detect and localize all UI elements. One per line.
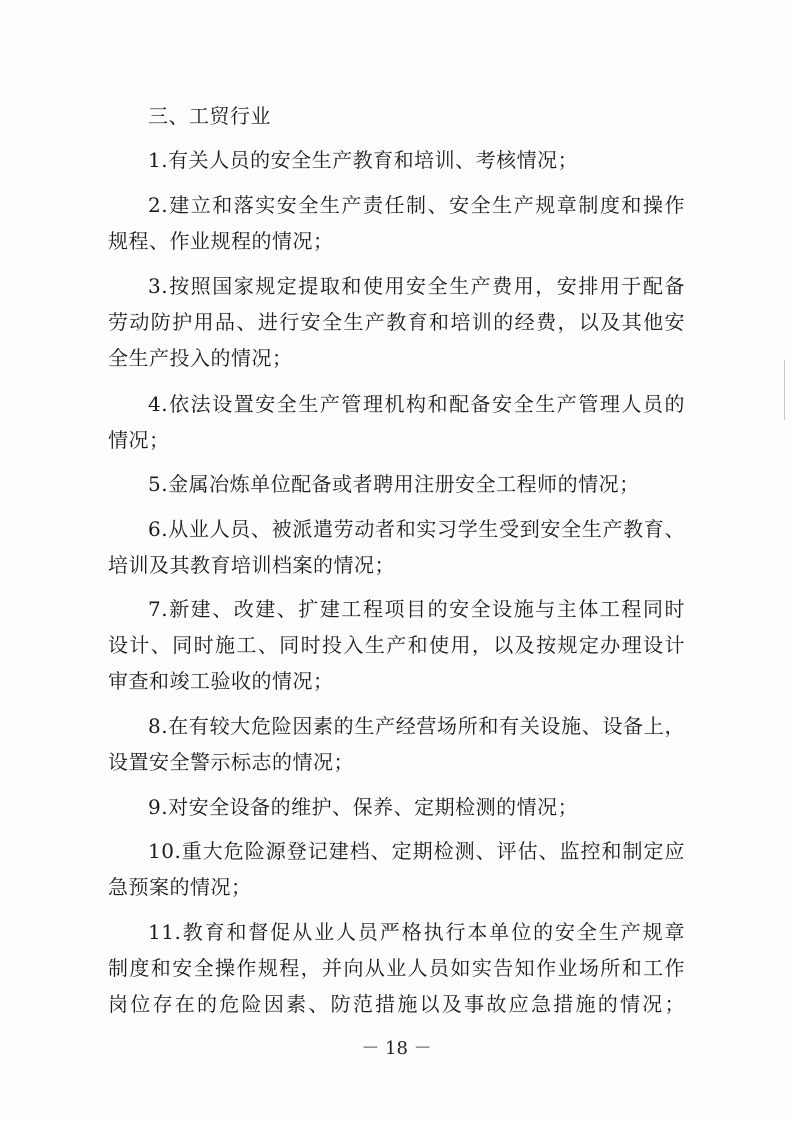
text-line: 全生产投入的情况； xyxy=(108,346,293,370)
text-line: 岗位存在的危险因素、防范措施以及事故应急措施的情况； xyxy=(108,992,685,1016)
text-line: 10.重大危险源登记建档、定期检测、评估、监控和制定应 xyxy=(148,839,685,863)
text-line: 制度和安全操作规程，并向从业人员如实告知作业场所和工作 xyxy=(108,956,685,980)
text-line: 5.金属冶炼单位配备或者聘用注册安全工程师的情况； xyxy=(148,472,640,496)
text-line: 7.新建、改建、扩建工程项目的安全设施与主体工程同时 xyxy=(148,597,685,621)
text-line: 情况； xyxy=(108,428,170,452)
text-line: 9.对安全设备的维护、保养、定期检测的情况； xyxy=(148,795,579,819)
text-line: 4.依法设置安全生产管理机构和配备安全生产管理人员的 xyxy=(148,392,685,416)
section-heading: 三、工贸行业 xyxy=(148,104,271,128)
scan-edge-mark xyxy=(784,360,785,420)
text-line: 审查和竣工验收的情况； xyxy=(108,669,334,693)
text-line: 规程、作业规程的情况； xyxy=(108,229,334,253)
text-line: 6.从业人员、被派遣劳动者和实习学生受到安全生产教育、 xyxy=(148,517,685,541)
text-line: 11.教育和督促从业人员严格执行本单位的安全生产规章 xyxy=(148,920,685,944)
page-number: － 18 － xyxy=(361,1038,432,1059)
text-line: 设计、同时施工、同时投入生产和使用，以及按规定办理设计 xyxy=(108,633,685,657)
text-line: 急预案的情况； xyxy=(108,875,252,899)
text-line: 劳动防护用品、进行安全生产教育和培训的经费，以及其他安 xyxy=(108,310,685,334)
text-line: 培训及其教育培训档案的情况； xyxy=(108,553,395,577)
text-line: 2.建立和落实安全生产责任制、安全生产规章制度和操作 xyxy=(148,193,685,217)
text-line: 设置安全警示标志的情况； xyxy=(108,750,354,774)
text-line: 8.在有较大危险因素的生产经营场所和有关设施、设备上， xyxy=(148,714,685,738)
text-line: 1.有关人员的安全生产教育和培训、考核情况； xyxy=(148,148,579,172)
text-line: 3.按照国家规定提取和使用安全生产费用，安排用于配备 xyxy=(148,274,685,298)
